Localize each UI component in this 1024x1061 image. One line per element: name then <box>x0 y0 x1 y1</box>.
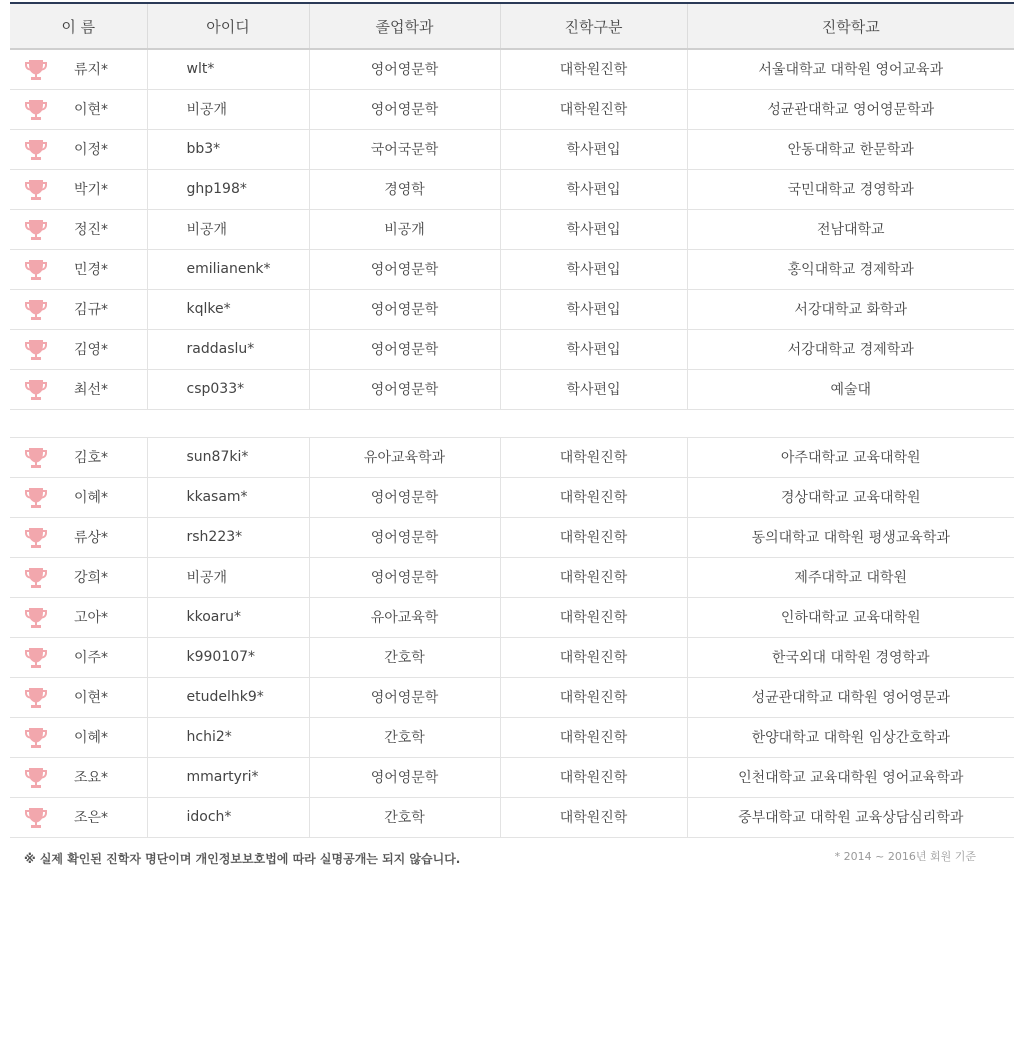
name-cell <box>10 169 147 209</box>
trophy-icon <box>24 139 48 161</box>
trophy-icon <box>24 259 48 281</box>
privacy-note: ※ 실제 확인된 진학자 명단이며 개인정보보호법에 따라 실명공개는 되지 않습니다. <box>24 851 461 866</box>
table-row <box>10 677 1014 717</box>
graduation-dept: 간호학 <box>309 717 500 757</box>
graduation-dept: 영어영문학 <box>309 289 500 329</box>
member-id: csp033* <box>147 369 309 409</box>
graduation-dept: 영어영문학 <box>309 329 500 369</box>
table-row <box>10 477 1014 517</box>
graduation-dept: 간호학 <box>309 637 500 677</box>
member-name: 정진* <box>74 221 109 238</box>
table-row <box>10 637 1014 677</box>
admission-type: 대학원진학 <box>500 517 687 557</box>
admission-school: 서강대학교 화학과 <box>687 289 1014 329</box>
trophy-icon <box>24 179 48 201</box>
admission-type: 대학원진학 <box>500 717 687 757</box>
table-header <box>10 3 1014 49</box>
table-row <box>10 289 1014 329</box>
admission-type: 대학원진학 <box>500 637 687 677</box>
name-cell <box>10 329 147 369</box>
admission-school: 한양대학교 대학원 임상간호학과 <box>687 717 1014 757</box>
admission-type: 학사편입 <box>500 129 687 169</box>
trophy-icon <box>24 807 48 829</box>
trophy-icon <box>24 379 48 401</box>
admission-school: 서강대학교 경제학과 <box>687 329 1014 369</box>
member-id: ghp198* <box>147 169 309 209</box>
admission-school: 동의대학교 대학원 평생교육학과 <box>687 517 1014 557</box>
admission-type: 대학원진학 <box>500 797 687 837</box>
name-cell <box>10 597 147 637</box>
name-cell <box>10 89 147 129</box>
name-cell <box>10 557 147 597</box>
graduation-dept: 영어영문학 <box>309 49 500 89</box>
header-dept: 졸업학과 <box>309 3 500 49</box>
name-cell <box>10 369 147 409</box>
footer <box>10 840 1014 870</box>
admission-type: 학사편입 <box>500 209 687 249</box>
table-row <box>10 209 1014 249</box>
trophy-icon <box>24 339 48 361</box>
name-cell <box>10 757 147 797</box>
member-name: 이혜* <box>74 489 109 506</box>
admission-type: 대학원진학 <box>500 477 687 517</box>
member-id: mmartyri* <box>147 757 309 797</box>
member-name: 이현* <box>74 101 109 118</box>
trophy-icon <box>24 767 48 789</box>
admission-school: 국민대학교 경영학과 <box>687 169 1014 209</box>
table-row <box>10 517 1014 557</box>
period-note: * 2014 ~ 2016년 회원 기준 <box>834 849 976 863</box>
table-row <box>10 329 1014 369</box>
table-row <box>10 557 1014 597</box>
admission-type: 학사편입 <box>500 329 687 369</box>
member-name: 조은* <box>74 809 109 826</box>
graduation-dept: 영어영문학 <box>309 757 500 797</box>
admission-school: 안동대학교 한문학과 <box>687 129 1014 169</box>
trophy-icon <box>24 99 48 121</box>
name-cell <box>10 129 147 169</box>
member-id: kkasam* <box>147 477 309 517</box>
trophy-icon <box>24 219 48 241</box>
trophy-icon <box>24 687 48 709</box>
trophy-icon <box>24 59 48 81</box>
member-name: 조요* <box>74 769 109 786</box>
graduation-dept: 영어영문학 <box>309 677 500 717</box>
admission-school: 아주대학교 교육대학원 <box>687 437 1014 477</box>
table-body <box>10 49 1014 837</box>
header-type: 진학구분 <box>500 3 687 49</box>
name-cell <box>10 677 147 717</box>
member-name: 김영* <box>74 341 109 358</box>
member-name: 이정* <box>74 141 109 158</box>
admissions-list <box>10 2 1014 870</box>
trophy-icon <box>24 727 48 749</box>
admission-type: 학사편입 <box>500 289 687 329</box>
name-cell <box>10 717 147 757</box>
admission-school: 경상대학교 교육대학원 <box>687 477 1014 517</box>
member-id: emilianenk* <box>147 249 309 289</box>
member-id: kkoaru* <box>147 597 309 637</box>
member-name: 이주* <box>74 649 109 666</box>
table-row <box>10 717 1014 757</box>
name-cell <box>10 637 147 677</box>
admission-school: 인하대학교 교육대학원 <box>687 597 1014 637</box>
name-cell <box>10 517 147 557</box>
member-name: 김호* <box>74 449 109 466</box>
name-cell <box>10 797 147 837</box>
member-name: 이현* <box>74 689 109 706</box>
member-name: 강희* <box>74 569 109 586</box>
member-name: 류지* <box>74 62 109 78</box>
graduation-dept: 영어영문학 <box>309 557 500 597</box>
table-row <box>10 169 1014 209</box>
admission-type: 학사편입 <box>500 369 687 409</box>
admission-school: 홍익대학교 경제학과 <box>687 249 1014 289</box>
member-id: hchi2* <box>147 717 309 757</box>
admission-type: 대학원진학 <box>500 437 687 477</box>
member-name: 김규* <box>74 301 109 318</box>
trophy-icon <box>24 567 48 589</box>
trophy-icon <box>24 647 48 669</box>
graduation-dept: 영어영문학 <box>309 517 500 557</box>
admission-school: 중부대학교 대학원 교육상담심리학과 <box>687 797 1014 837</box>
member-name: 류상* <box>74 529 109 546</box>
name-cell <box>10 437 147 477</box>
admission-type: 대학원진학 <box>500 557 687 597</box>
member-id: etudelhk9* <box>147 677 309 717</box>
admission-type: 대학원진학 <box>500 49 687 89</box>
admission-type: 대학원진학 <box>500 89 687 129</box>
admission-school: 한국외대 대학원 경영학과 <box>687 637 1014 677</box>
member-name: 민경* <box>74 261 109 278</box>
trophy-icon <box>24 607 48 629</box>
table-row <box>10 597 1014 637</box>
trophy-icon <box>24 447 48 469</box>
graduation-dept: 영어영문학 <box>309 89 500 129</box>
member-id: raddaslu* <box>147 329 309 369</box>
header-school: 진학학교 <box>687 3 1014 49</box>
name-cell <box>10 209 147 249</box>
member-id: sun87ki* <box>147 437 309 477</box>
name-cell <box>10 49 147 89</box>
graduation-dept: 유아교육학과 <box>309 437 500 477</box>
name-cell <box>10 477 147 517</box>
admission-type: 대학원진학 <box>500 597 687 637</box>
name-cell <box>10 289 147 329</box>
graduation-dept: 유아교육학 <box>309 597 500 637</box>
table-row <box>10 369 1014 409</box>
admission-type: 학사편입 <box>500 169 687 209</box>
member-id: 비공개 <box>147 89 309 129</box>
admission-type: 대학원진학 <box>500 677 687 717</box>
member-id: rsh223* <box>147 517 309 557</box>
trophy-icon <box>24 299 48 321</box>
table-row <box>10 249 1014 289</box>
table-row <box>10 437 1014 477</box>
member-name: 최선* <box>74 381 109 398</box>
member-id: bb3* <box>147 129 309 169</box>
table-row <box>10 797 1014 837</box>
table-row <box>10 49 1014 89</box>
member-name: 고아* <box>74 609 109 626</box>
graduation-dept: 영어영문학 <box>309 369 500 409</box>
member-id: idoch* <box>147 797 309 837</box>
member-id: 비공개 <box>147 557 309 597</box>
graduation-dept: 경영학 <box>309 169 500 209</box>
admissions-table <box>10 2 1014 838</box>
graduation-dept: 국어국문학 <box>309 129 500 169</box>
member-name: 이혜* <box>74 729 109 746</box>
member-id: 비공개 <box>147 209 309 249</box>
admission-school: 성균관대학교 대학원 영어영문과 <box>687 677 1014 717</box>
header-id: 아이디 <box>147 3 309 49</box>
group-separator <box>10 409 1014 437</box>
trophy-icon <box>24 527 48 549</box>
table-row <box>10 757 1014 797</box>
graduation-dept: 간호학 <box>309 797 500 837</box>
admission-school: 성균관대학교 영어영문학과 <box>687 89 1014 129</box>
graduation-dept: 영어영문학 <box>309 249 500 289</box>
member-id: wlt* <box>147 49 309 89</box>
graduation-dept: 비공개 <box>309 209 500 249</box>
separator-cell <box>10 409 1014 437</box>
trophy-icon <box>24 487 48 509</box>
admission-school: 예술대 <box>687 369 1014 409</box>
graduation-dept: 영어영문학 <box>309 477 500 517</box>
admission-school: 서울대학교 대학원 영어교육과 <box>687 49 1014 89</box>
admission-type: 대학원진학 <box>500 757 687 797</box>
table-row <box>10 129 1014 169</box>
name-cell <box>10 249 147 289</box>
member-name: 박기* <box>74 181 109 198</box>
member-id: k990107* <box>147 637 309 677</box>
admission-school: 전남대학교 <box>687 209 1014 249</box>
member-id: kqlke* <box>147 289 309 329</box>
admission-school: 인천대학교 교육대학원 영어교육학과 <box>687 757 1014 797</box>
header-name: 이 름 <box>10 3 147 49</box>
admission-school: 제주대학교 대학원 <box>687 557 1014 597</box>
admission-type: 학사편입 <box>500 249 687 289</box>
table-row <box>10 89 1014 129</box>
